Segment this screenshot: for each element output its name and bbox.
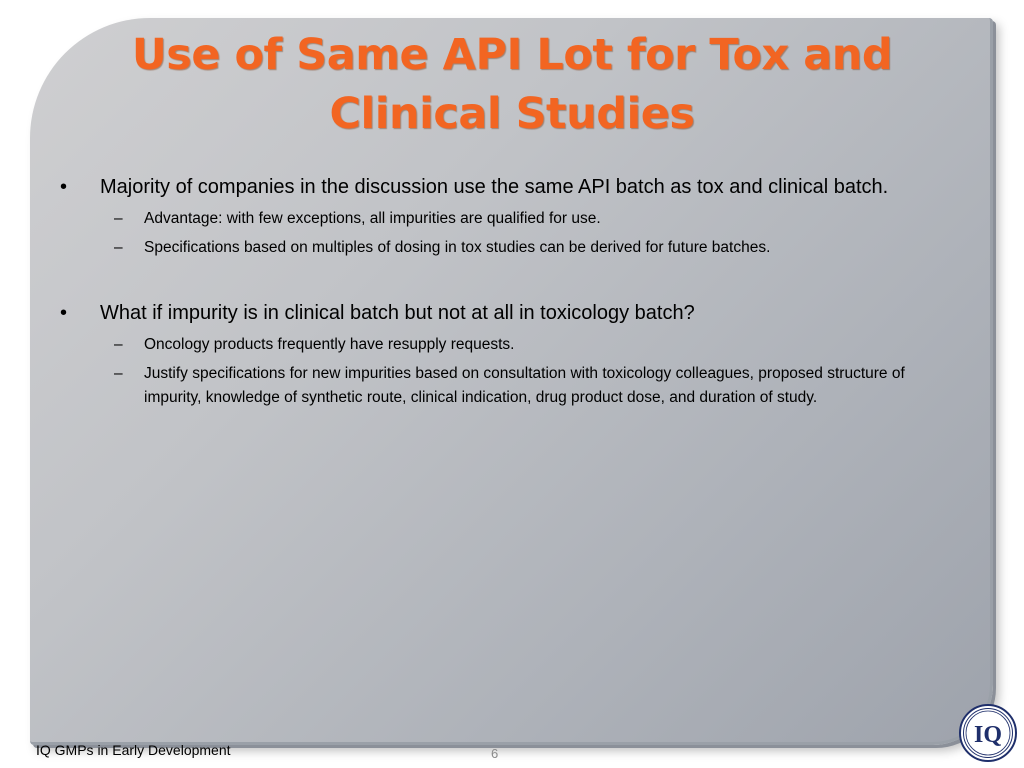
- page-number: 6: [491, 746, 499, 761]
- sub-bullet-marker: –: [114, 239, 123, 256]
- iq-logo-icon: [959, 704, 1017, 762]
- sub-bullet-item: [58, 236, 958, 260]
- bullet-item: [58, 172, 958, 202]
- slide-title: Use of Same API Lot for Tox and Clinical Studies: [131, 30, 893, 139]
- sub-bullet-marker: –: [114, 365, 123, 382]
- sub-bullet-marker: –: [114, 210, 123, 227]
- footer-label: IQ GMPs in Early Development: [36, 742, 231, 758]
- logo-text: IQ: [973, 722, 1003, 748]
- bullet-marker: •: [60, 302, 68, 324]
- bullet-text: What if impurity is in clinical batch but not at all in toxicology batch?: [100, 302, 695, 324]
- bullet-marker: •: [60, 176, 68, 198]
- sub-bullet-text: Oncology products frequently have resupply requests.: [144, 336, 515, 353]
- bullet-list: [58, 172, 958, 410]
- sub-bullet-item: [58, 362, 958, 410]
- sub-bullet-text: Advantage: with few exceptions, all impurities are qualified for use.: [144, 210, 601, 227]
- sub-bullet-marker: –: [114, 336, 123, 353]
- sub-bullet-text: Justify specifications for new impurities based on consultation with toxicology colleagues, proposed structure of impurity, knowledge of synthetic route, clinical indication, drug product dose, and duration of study.: [144, 365, 905, 406]
- sub-bullet-item: [58, 333, 958, 357]
- bullet-text: Majority of companies in the discussion use the same API batch as tox and clinical batch.: [100, 176, 889, 198]
- bullet-item: [58, 298, 958, 328]
- sub-bullet-text: Specifications based on multiples of dosing in tox studies can be derived for future batches.: [144, 239, 771, 256]
- sub-bullet-item: [58, 207, 958, 231]
